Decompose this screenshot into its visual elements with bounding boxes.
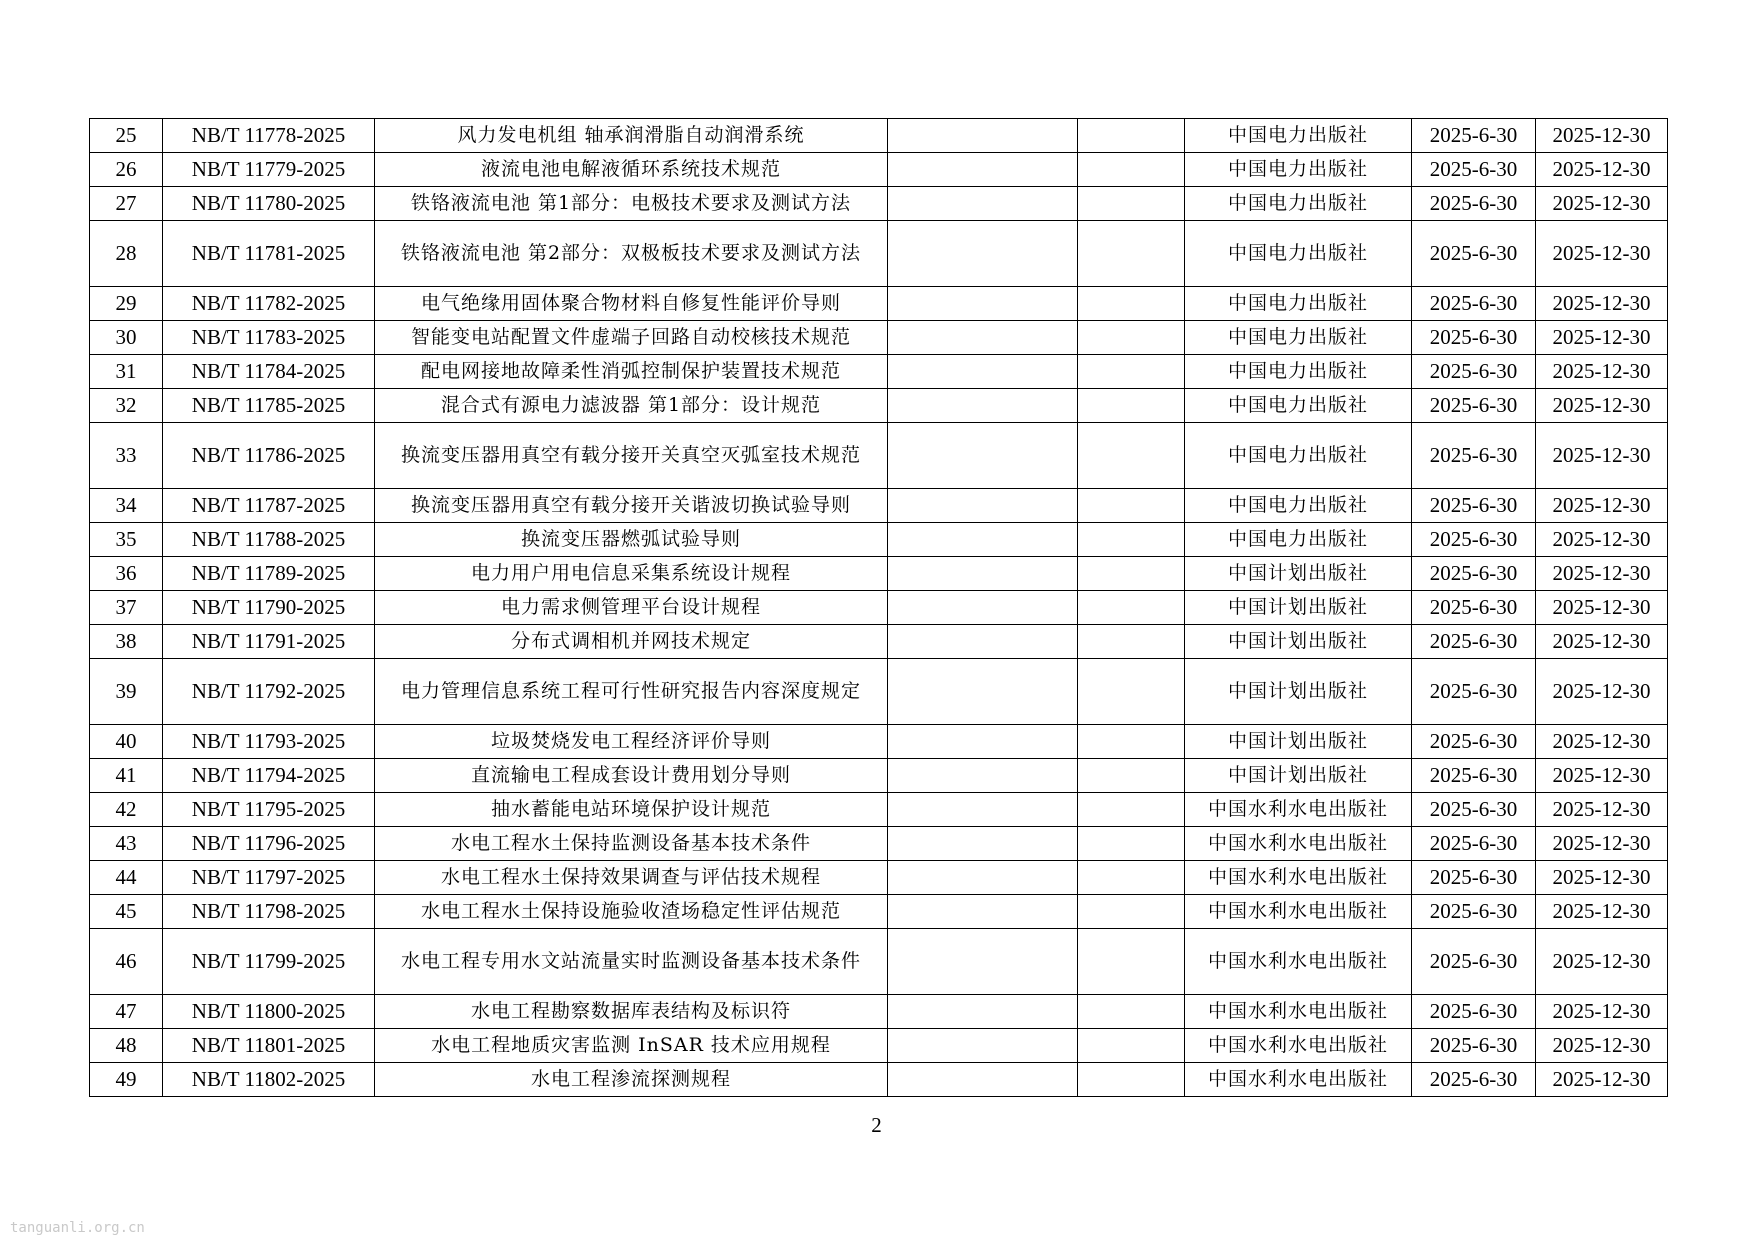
release-date: 2025-6-30: [1412, 895, 1536, 929]
standard-code: NB/T 11786-2025: [163, 423, 375, 489]
table-row: [90, 929, 1668, 995]
row-number: 45: [90, 895, 163, 929]
table-row: [90, 895, 1668, 929]
standard-code: NB/T 11792-2025: [163, 659, 375, 725]
empty-cell: [888, 355, 1078, 389]
empty-cell: [888, 221, 1078, 287]
row-number: 33: [90, 423, 163, 489]
row-number: 41: [90, 759, 163, 793]
empty-cell: [1078, 489, 1185, 523]
table-row: [90, 995, 1668, 1029]
implementation-date: 2025-12-30: [1536, 423, 1668, 489]
release-date: 2025-6-30: [1412, 153, 1536, 187]
empty-cell: [888, 423, 1078, 489]
watermark: tanguanli.org.cn: [10, 1220, 145, 1236]
standard-code: NB/T 11779-2025: [163, 153, 375, 187]
implementation-date: 2025-12-30: [1536, 995, 1668, 1029]
release-date: 2025-6-30: [1412, 827, 1536, 861]
standard-name: 电力管理信息系统工程可行性研究报告内容深度规定: [375, 659, 888, 725]
empty-cell: [1078, 423, 1185, 489]
release-date: 2025-6-30: [1412, 659, 1536, 725]
empty-cell: [888, 793, 1078, 827]
empty-cell: [888, 153, 1078, 187]
row-number: 49: [90, 1063, 163, 1097]
standard-code: NB/T 11795-2025: [163, 793, 375, 827]
row-number: 36: [90, 557, 163, 591]
implementation-date: 2025-12-30: [1536, 389, 1668, 423]
implementation-date: 2025-12-30: [1536, 119, 1668, 153]
empty-cell: [1078, 557, 1185, 591]
implementation-date: 2025-12-30: [1536, 489, 1668, 523]
release-date: 2025-6-30: [1412, 793, 1536, 827]
row-number: 32: [90, 389, 163, 423]
standard-name: 垃圾焚烧发电工程经济评价导则: [375, 725, 888, 759]
publisher: 中国电力出版社: [1185, 119, 1412, 153]
empty-cell: [1078, 591, 1185, 625]
row-number: 27: [90, 187, 163, 221]
row-number: 28: [90, 221, 163, 287]
release-date: 2025-6-30: [1412, 221, 1536, 287]
standard-name: 铁铬液流电池 第2部分：双极板技术要求及测试方法: [375, 221, 888, 287]
standards-table: [89, 118, 1668, 1097]
empty-cell: [1078, 523, 1185, 557]
row-number: 48: [90, 1029, 163, 1063]
empty-cell: [1078, 827, 1185, 861]
row-number: 47: [90, 995, 163, 1029]
empty-cell: [1078, 287, 1185, 321]
release-date: 2025-6-30: [1412, 489, 1536, 523]
empty-cell: [888, 659, 1078, 725]
release-date: 2025-6-30: [1412, 1029, 1536, 1063]
empty-cell: [1078, 1029, 1185, 1063]
publisher: 中国水利水电出版社: [1185, 929, 1412, 995]
standard-code: NB/T 11789-2025: [163, 557, 375, 591]
standard-name: 分布式调相机并网技术规定: [375, 625, 888, 659]
publisher: 中国水利水电出版社: [1185, 827, 1412, 861]
table-row: [90, 119, 1668, 153]
table-row: [90, 1063, 1668, 1097]
implementation-date: 2025-12-30: [1536, 591, 1668, 625]
release-date: 2025-6-30: [1412, 929, 1536, 995]
table-row: [90, 389, 1668, 423]
empty-cell: [888, 759, 1078, 793]
table-row: [90, 423, 1668, 489]
implementation-date: 2025-12-30: [1536, 793, 1668, 827]
empty-cell: [1078, 153, 1185, 187]
empty-cell: [888, 995, 1078, 1029]
empty-cell: [888, 523, 1078, 557]
table-row: [90, 523, 1668, 557]
table-row: [90, 1029, 1668, 1063]
standard-name: 水电工程水土保持监测设备基本技术条件: [375, 827, 888, 861]
row-number: 35: [90, 523, 163, 557]
publisher: 中国计划出版社: [1185, 659, 1412, 725]
table-row: [90, 287, 1668, 321]
publisher: 中国计划出版社: [1185, 725, 1412, 759]
publisher: 中国电力出版社: [1185, 355, 1412, 389]
empty-cell: [1078, 895, 1185, 929]
publisher: 中国电力出版社: [1185, 489, 1412, 523]
implementation-date: 2025-12-30: [1536, 523, 1668, 557]
standard-name: 换流变压器燃弧试验导则: [375, 523, 888, 557]
standard-code: NB/T 11788-2025: [163, 523, 375, 557]
row-number: 39: [90, 659, 163, 725]
standard-name: 风力发电机组 轴承润滑脂自动润滑系统: [375, 119, 888, 153]
row-number: 38: [90, 625, 163, 659]
standard-name: 配电网接地故障柔性消弧控制保护装置技术规范: [375, 355, 888, 389]
empty-cell: [888, 389, 1078, 423]
empty-cell: [888, 119, 1078, 153]
page-number: 2: [871, 1113, 882, 1137]
standard-code: NB/T 11798-2025: [163, 895, 375, 929]
release-date: 2025-6-30: [1412, 759, 1536, 793]
publisher: 中国电力出版社: [1185, 423, 1412, 489]
standard-code: NB/T 11794-2025: [163, 759, 375, 793]
implementation-date: 2025-12-30: [1536, 895, 1668, 929]
standard-code: NB/T 11790-2025: [163, 591, 375, 625]
empty-cell: [1078, 1063, 1185, 1097]
empty-cell: [1078, 187, 1185, 221]
implementation-date: 2025-12-30: [1536, 827, 1668, 861]
empty-cell: [888, 625, 1078, 659]
release-date: 2025-6-30: [1412, 861, 1536, 895]
publisher: 中国水利水电出版社: [1185, 793, 1412, 827]
standard-code: NB/T 11801-2025: [163, 1029, 375, 1063]
standard-name: 换流变压器用真空有载分接开关谐波切换试验导则: [375, 489, 888, 523]
standard-name: 电气绝缘用固体聚合物材料自修复性能评价导则: [375, 287, 888, 321]
standard-code: NB/T 11791-2025: [163, 625, 375, 659]
release-date: 2025-6-30: [1412, 557, 1536, 591]
implementation-date: 2025-12-30: [1536, 187, 1668, 221]
standard-code: NB/T 11783-2025: [163, 321, 375, 355]
table-row: [90, 793, 1668, 827]
publisher: 中国计划出版社: [1185, 625, 1412, 659]
empty-cell: [1078, 861, 1185, 895]
standard-name: 水电工程专用水文站流量实时监测设备基本技术条件: [375, 929, 888, 995]
empty-cell: [888, 725, 1078, 759]
implementation-date: 2025-12-30: [1536, 1063, 1668, 1097]
empty-cell: [1078, 725, 1185, 759]
empty-cell: [888, 557, 1078, 591]
standard-code: NB/T 11785-2025: [163, 389, 375, 423]
release-date: 2025-6-30: [1412, 423, 1536, 489]
standard-code: NB/T 11782-2025: [163, 287, 375, 321]
table-row: [90, 321, 1668, 355]
implementation-date: 2025-12-30: [1536, 625, 1668, 659]
table-row: [90, 861, 1668, 895]
standard-name: 铁铬液流电池 第1部分：电极技术要求及测试方法: [375, 187, 888, 221]
row-number: 31: [90, 355, 163, 389]
empty-cell: [888, 1029, 1078, 1063]
empty-cell: [1078, 355, 1185, 389]
table-row: [90, 557, 1668, 591]
release-date: 2025-6-30: [1412, 725, 1536, 759]
row-number: 26: [90, 153, 163, 187]
standard-name: 智能变电站配置文件虚端子回路自动校核技术规范: [375, 321, 888, 355]
release-date: 2025-6-30: [1412, 591, 1536, 625]
standard-name: 水电工程勘察数据库表结构及标识符: [375, 995, 888, 1029]
release-date: 2025-6-30: [1412, 119, 1536, 153]
empty-cell: [888, 861, 1078, 895]
standard-name: 直流输电工程成套设计费用划分导则: [375, 759, 888, 793]
row-number: 34: [90, 489, 163, 523]
release-date: 2025-6-30: [1412, 187, 1536, 221]
standard-code: NB/T 11793-2025: [163, 725, 375, 759]
release-date: 2025-6-30: [1412, 321, 1536, 355]
publisher: 中国计划出版社: [1185, 759, 1412, 793]
table-row: [90, 625, 1668, 659]
implementation-date: 2025-12-30: [1536, 153, 1668, 187]
standard-code: NB/T 11797-2025: [163, 861, 375, 895]
table-row: [90, 725, 1668, 759]
empty-cell: [1078, 221, 1185, 287]
implementation-date: 2025-12-30: [1536, 659, 1668, 725]
publisher: 中国电力出版社: [1185, 187, 1412, 221]
standard-name: 电力用户用电信息采集系统设计规程: [375, 557, 888, 591]
empty-cell: [1078, 659, 1185, 725]
standard-name: 液流电池电解液循环系统技术规范: [375, 153, 888, 187]
publisher: 中国计划出版社: [1185, 591, 1412, 625]
publisher: 中国水利水电出版社: [1185, 995, 1412, 1029]
implementation-date: 2025-12-30: [1536, 861, 1668, 895]
row-number: 43: [90, 827, 163, 861]
empty-cell: [888, 321, 1078, 355]
publisher: 中国电力出版社: [1185, 153, 1412, 187]
table-body: [90, 119, 1668, 1097]
standard-code: NB/T 11787-2025: [163, 489, 375, 523]
publisher: 中国电力出版社: [1185, 523, 1412, 557]
table-row: [90, 827, 1668, 861]
empty-cell: [1078, 389, 1185, 423]
empty-cell: [1078, 321, 1185, 355]
empty-cell: [888, 1063, 1078, 1097]
publisher: 中国电力出版社: [1185, 321, 1412, 355]
implementation-date: 2025-12-30: [1536, 1029, 1668, 1063]
row-number: 42: [90, 793, 163, 827]
row-number: 30: [90, 321, 163, 355]
empty-cell: [888, 895, 1078, 929]
standard-name: 换流变压器用真空有载分接开关真空灭弧室技术规范: [375, 423, 888, 489]
release-date: 2025-6-30: [1412, 1063, 1536, 1097]
table-row: [90, 153, 1668, 187]
standard-name: 水电工程水土保持效果调查与评估技术规程: [375, 861, 888, 895]
row-number: 44: [90, 861, 163, 895]
standard-code: NB/T 11780-2025: [163, 187, 375, 221]
empty-cell: [1078, 929, 1185, 995]
table-row: [90, 659, 1668, 725]
publisher: 中国电力出版社: [1185, 287, 1412, 321]
table-row: [90, 591, 1668, 625]
empty-cell: [1078, 995, 1185, 1029]
implementation-date: 2025-12-30: [1536, 759, 1668, 793]
standard-code: NB/T 11802-2025: [163, 1063, 375, 1097]
release-date: 2025-6-30: [1412, 355, 1536, 389]
standard-code: NB/T 11796-2025: [163, 827, 375, 861]
release-date: 2025-6-30: [1412, 523, 1536, 557]
empty-cell: [1078, 759, 1185, 793]
empty-cell: [1078, 625, 1185, 659]
implementation-date: 2025-12-30: [1536, 321, 1668, 355]
release-date: 2025-6-30: [1412, 389, 1536, 423]
table-row: [90, 489, 1668, 523]
standard-name: 抽水蓄能电站环境保护设计规范: [375, 793, 888, 827]
table-row: [90, 187, 1668, 221]
implementation-date: 2025-12-30: [1536, 929, 1668, 995]
row-number: 40: [90, 725, 163, 759]
table-row: [90, 759, 1668, 793]
standard-code: NB/T 11778-2025: [163, 119, 375, 153]
publisher: 中国水利水电出版社: [1185, 1029, 1412, 1063]
standard-code: NB/T 11781-2025: [163, 221, 375, 287]
publisher: 中国计划出版社: [1185, 557, 1412, 591]
implementation-date: 2025-12-30: [1536, 725, 1668, 759]
row-number: 29: [90, 287, 163, 321]
empty-cell: [1078, 793, 1185, 827]
implementation-date: 2025-12-30: [1536, 287, 1668, 321]
standard-name: 水电工程地质灾害监测 InSAR 技术应用规程: [375, 1029, 888, 1063]
standard-code: NB/T 11800-2025: [163, 995, 375, 1029]
empty-cell: [888, 187, 1078, 221]
publisher: 中国电力出版社: [1185, 221, 1412, 287]
release-date: 2025-6-30: [1412, 287, 1536, 321]
empty-cell: [888, 827, 1078, 861]
standard-name: 混合式有源电力滤波器 第1部分：设计规范: [375, 389, 888, 423]
empty-cell: [888, 489, 1078, 523]
publisher: 中国水利水电出版社: [1185, 1063, 1412, 1097]
release-date: 2025-6-30: [1412, 995, 1536, 1029]
publisher: 中国电力出版社: [1185, 389, 1412, 423]
standard-name: 电力需求侧管理平台设计规程: [375, 591, 888, 625]
table-row: [90, 221, 1668, 287]
empty-cell: [888, 287, 1078, 321]
publisher: 中国水利水电出版社: [1185, 895, 1412, 929]
implementation-date: 2025-12-30: [1536, 221, 1668, 287]
empty-cell: [888, 929, 1078, 995]
row-number: 46: [90, 929, 163, 995]
row-number: 25: [90, 119, 163, 153]
empty-cell: [1078, 119, 1185, 153]
release-date: 2025-6-30: [1412, 625, 1536, 659]
empty-cell: [888, 591, 1078, 625]
standard-code: NB/T 11784-2025: [163, 355, 375, 389]
row-number: 37: [90, 591, 163, 625]
standard-name: 水电工程水土保持设施验收渣场稳定性评估规范: [375, 895, 888, 929]
implementation-date: 2025-12-30: [1536, 355, 1668, 389]
table-row: [90, 355, 1668, 389]
standard-name: 水电工程渗流探测规程: [375, 1063, 888, 1097]
standard-code: NB/T 11799-2025: [163, 929, 375, 995]
publisher: 中国水利水电出版社: [1185, 861, 1412, 895]
implementation-date: 2025-12-30: [1536, 557, 1668, 591]
